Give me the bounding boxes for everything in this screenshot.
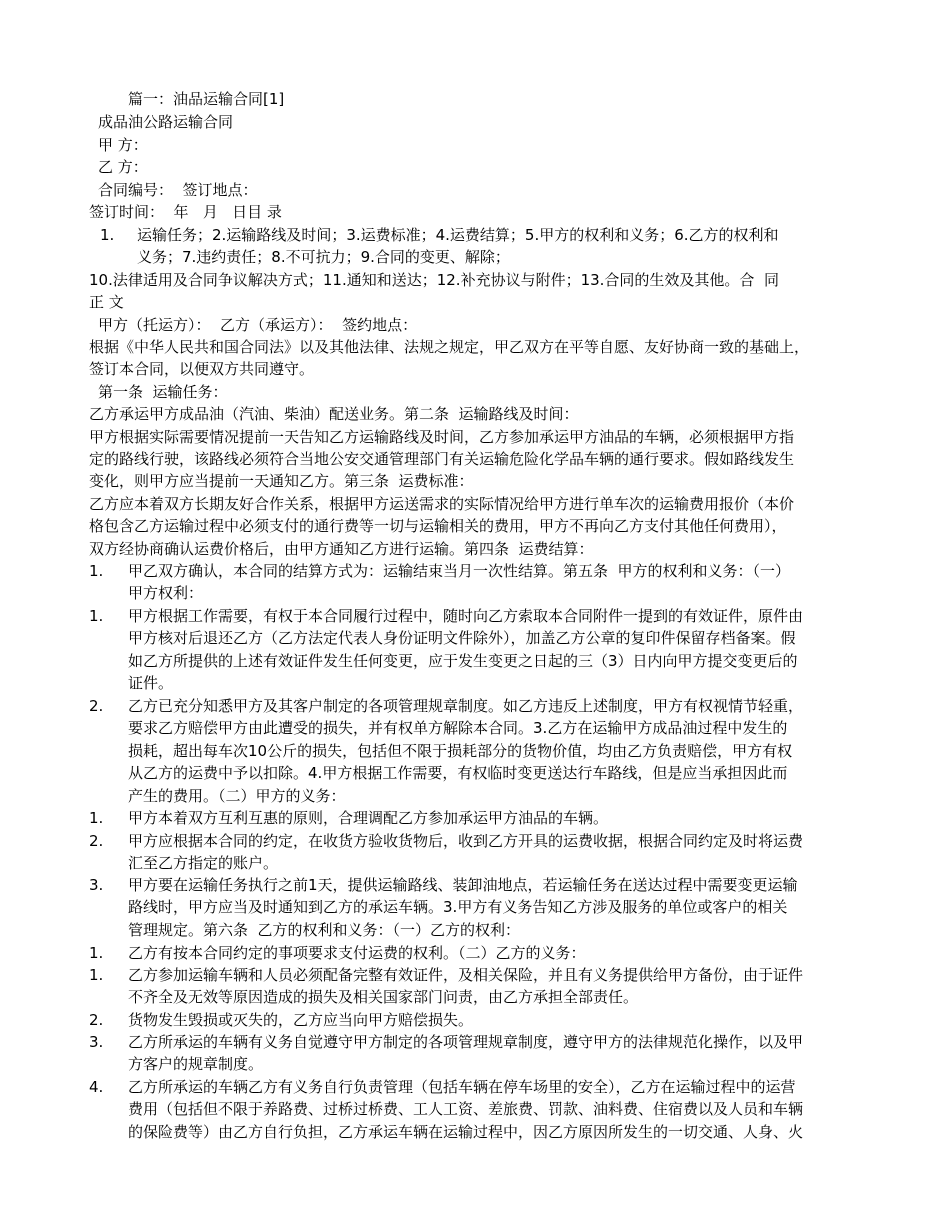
item-line: 甲方要在运输任务执行之前1天，提供运输路线、装卸油地点，若运输任务在送达过程中需要变更运输 [128, 876, 798, 894]
article-body: 格包含乙方运输过程中必须支付的通行费等一切与运输相关的费用，甲方不再向乙方支付其他任何费用）， [89, 517, 787, 535]
item-line: 乙方参加运输车辆和人员必须配备完整有效证件，及相关保险，并且有义务提供给甲方备份，由于证件 [128, 966, 804, 984]
item-line: 不齐全及无效等原因造成的损失及相关国家部门问责，由乙方承担全部责任。 [128, 988, 639, 1007]
item-number: 2. [89, 697, 104, 715]
item-line: 乙方所承运的车辆乙方有义务自行负责管理（包括车辆在停车场里的安全），乙方在运输过程中的运营 [128, 1078, 796, 1096]
item-number: 1. [89, 562, 104, 580]
item-line: 乙方所承运的车辆有义务自觉遵守甲方制定的各项管理规章制度，遵守甲方的法律规范化操作，以及甲 [128, 1033, 804, 1051]
intro-paragraph: 签订本合同，以便双方共同遵守。 [89, 360, 315, 378]
sign-time-line: 签订时间： 年 月 日目 录 [89, 203, 282, 221]
item-number: 1. [89, 607, 104, 625]
item-line: 要求乙方赔偿甲方由此遭受的损失，并有权单方解除本合同。3.乙方在运输甲方成品油过程中发生的 [128, 719, 788, 738]
article-title: 第一条 运输任务： [98, 383, 228, 401]
parties-line: 甲方（托运方）： 乙方（承运方）： 签约地点： [98, 316, 418, 334]
toc-line: 运输任务；2.运输路线及时间；3.运费标准；4.运费结算；5.甲方的权利和义务；6.乙方的权利和 [137, 226, 779, 244]
contract-name: 成品油公路运输合同 [98, 113, 234, 131]
article-body: 定的路线行驶，该路线必须符合当地公安交通管理部门有关运输危险化学品车辆的通行要求。假如路线发生 [89, 450, 795, 468]
party-b-line: 乙 方： [98, 158, 148, 176]
item-number: 1. [89, 944, 104, 962]
item-line: 甲方权利： [128, 584, 204, 603]
item-number: 3. [89, 876, 104, 894]
item-line: 汇至乙方指定的账户。 [128, 854, 279, 873]
item-line: 甲乙双方确认，本合同的结算方式为：运输结束当月一次性结算。第五条 甲方的权利和义务：（一） [128, 562, 791, 580]
article-body: 变化，则甲方应当提前一天通知乙方。第三条 运费标准： [89, 472, 474, 490]
party-a-line: 甲 方： [98, 136, 148, 154]
item-line: 如乙方所提供的上述有效证件发生任何变更，应于发生变更之日起的三（3）日内向甲方提交变更后的 [128, 651, 798, 670]
item-line: 路线时，甲方应当及时通知到乙方的承运车辆。3.甲方有义务告知乙方涉及服务的单位或客户的相关 [128, 898, 788, 917]
item-line: 甲方应根据本合同的约定，在收货方验收货物后，收到乙方开具的运费收据，根据合同约定及时将运费 [128, 832, 804, 850]
toc-line: 10.法律适用及合同争议解决方式；11.通知和送达；12.补充协议与附件；13.合同的生效及其他。合 同 [89, 271, 779, 289]
article-body: 双方经协商确认运费价格后，由甲方通知乙方进行运输。第四条 运费结算： [89, 540, 594, 558]
item-line: 乙方已充分知悉甲方及其客户制定的各项管理规章制度。如乙方违反上述制度，甲方有权视情节轻重， [128, 697, 804, 715]
item-line: 从乙方的运费中予以扣除。4.甲方根据工作需要，有权临时变更送达行车路线，但是应当承担因此而 [128, 764, 788, 783]
article-body: 乙方承运甲方成品油（汽油、柴油）配送业务。第二条 运输路线及时间： [89, 405, 579, 423]
item-number: 1. [89, 966, 104, 984]
item-number: 2. [89, 832, 104, 850]
article-body: 甲方根据实际需要情况提前一天告知乙方运输路线及时间，乙方参加承运甲方油品的车辆，必须根据甲方指 [89, 428, 795, 446]
doc-heading: 篇一：油品运输合同[1] [128, 90, 285, 108]
toc-line: 正 文 [89, 293, 124, 311]
item-line: 管理规定。第六条 乙方的权利和义务：（一）乙方的权利： [128, 920, 521, 939]
item-line: 的保险费等）由乙方自行负担，乙方承运车辆在运输过程中，因乙方原因所发生的一切交通、人身、火 [128, 1122, 804, 1141]
toc-number: 1. [100, 226, 115, 244]
item-number: 3. [89, 1033, 104, 1051]
item-number: 1. [89, 809, 104, 827]
item-line: 损耗，超出每车次10公斤的损失，包括但不限于损耗部分的货物价值，均由乙方负责赔偿，甲方有权 [128, 741, 793, 760]
item-line: 费用（包括但不限于养路费、过桥过桥费、工人工资、差旅费、罚款、油料费、住宿费以及人员和车辆 [128, 1100, 804, 1119]
item-line: 甲方本着双方互利互惠的原则，合理调配乙方参加承运甲方油品的车辆。 [128, 809, 609, 827]
article-body: 乙方应本着双方长期友好合作关系，根据甲方运送需求的实际情况给甲方进行单车次的运输费用报价（本价 [89, 495, 795, 513]
item-line: 甲方核对后退还乙方（乙方法定代表人身份证明文件除外），加盖乙方公章的复印件保留存档备案。假 [128, 629, 796, 648]
item-line: 方客户的规章制度。 [128, 1055, 264, 1074]
item-number: 4. [89, 1078, 104, 1096]
item-number: 2. [89, 1011, 104, 1029]
toc-line: 义务；7.违约责任；8.不可抗力；9.合同的变更、解除； [137, 248, 510, 266]
intro-paragraph: 根据《中华人民共和国合同法》以及其他法律、法规之规定，甲乙双方在平等自愿、友好协商一致的基础上， [89, 338, 810, 356]
item-line: 货物发生毁损或灭失的，乙方应当向甲方赔偿损失。 [128, 1011, 474, 1029]
item-line: 乙方有按本合同约定的事项要求支付运费的权利。（二）乙方的义务： [128, 944, 586, 962]
item-line: 甲方根据工作需要，有权于本合同履行过程中，随时向乙方索取本合同附件一提到的有效证件，原件由 [128, 607, 804, 625]
item-line: 证件。 [128, 674, 174, 693]
contract-no-line: 合同编号： 签订地点： [98, 181, 258, 199]
item-line: 产生的费用。（二）甲方的义务： [128, 786, 346, 805]
